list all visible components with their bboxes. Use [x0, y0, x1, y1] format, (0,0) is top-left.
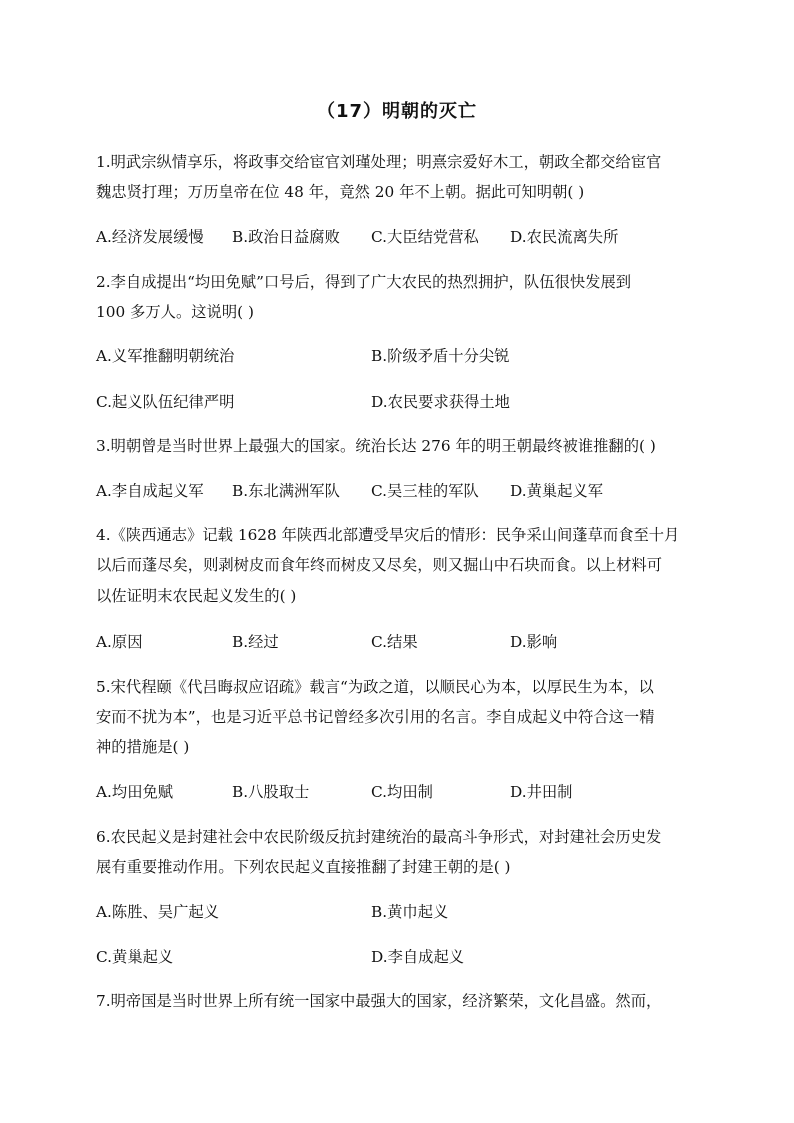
question-4-option-b: B.经过 [232, 633, 279, 651]
question-1-option-d: D.农民流离失所 [510, 228, 619, 246]
question-2-line-2: 100 多万人。这说明( ) [96, 303, 254, 321]
question-1-option-b: B.政治日益腐败 [232, 228, 340, 246]
question-5-option-a: A.均田免赋 [96, 783, 174, 801]
question-6-option-b: B.黄巾起义 [371, 903, 449, 921]
question-6-option-d: D.李自成起义 [371, 948, 465, 966]
question-5-option-c: C.均田制 [371, 783, 433, 801]
question-3-option-c: C.吴三桂的军队 [371, 482, 479, 500]
question-1-option-a: A.经济发展缓慢 [96, 228, 204, 246]
question-6-line-2: 展有重要推动作用。下列农民起义直接推翻了封建王朝的是( ) [96, 858, 511, 876]
question-7-line-1: 7.明帝国是当时世界上所有统一国家中最强大的国家，经济繁荣，文化昌盛。然而， [96, 992, 662, 1010]
question-1-line-2: 魏忠贤打理；万历皇帝在位 48 年，竟然 20 年不上朝。据此可知明朝( ) [96, 183, 585, 201]
question-6-line-1: 6.农民起义是封建社会中农民阶级反抗封建统治的最高斗争形式，对封建社会历史发 [96, 828, 662, 846]
question-4-option-d: D.影响 [510, 633, 558, 651]
question-2-option-d: D.农民要求获得土地 [371, 393, 510, 411]
question-2-option-b: B.阶级矛盾十分尖锐 [371, 347, 510, 365]
question-3-line-1: 3.明朝曾是当时世界上最强大的国家。统治长达 276 年的明王朝最终被谁推翻的( ) [96, 437, 656, 455]
question-3-option-d: D.黄巢起义军 [510, 482, 604, 500]
question-4-option-a: A.原因 [96, 633, 143, 651]
question-4-line-3: 以佐证明末农民起义发生的( ) [96, 587, 297, 605]
question-6-option-c: C.黄巢起义 [96, 948, 174, 966]
question-5-line-1: 5.宋代程颐《代吕晦叔应诏疏》载言“为政之道，以顺民心为本，以厚民生为本，以 [96, 678, 654, 696]
question-2-option-c: C.起义队伍纪律严明 [96, 393, 235, 411]
question-4-option-c: C.结果 [371, 633, 418, 651]
page-title: （17）明朝的灭亡 [316, 101, 478, 122]
question-3-option-a: A.李自成起义军 [96, 482, 204, 500]
question-6-option-a: A.陈胜、吴广起义 [96, 903, 219, 921]
question-5-option-b: B.八股取士 [232, 783, 310, 801]
question-4-line-2: 以后而蓬尽矣，则剥树皮而食年终而树皮又尽矣，则又掘山中石块而食。以上材料可 [96, 556, 662, 574]
question-5-line-2: 安而不扰为本”，也是习近平总书记曾经多次引用的名言。李自成起义中符合这一精 [96, 708, 655, 726]
question-3-option-b: B.东北满洲军队 [232, 482, 340, 500]
question-2-option-a: A.义军推翻明朝统治 [96, 347, 235, 365]
question-1-line-1: 1.明武宗纵情享乐，将政事交给宦官刘瑾处理；明熹宗爱好木工，朝政全都交给宦官 [96, 153, 662, 171]
question-1-option-c: C.大臣结党营私 [371, 228, 479, 246]
question-2-line-1: 2.李自成提出“均田免赋”口号后，得到了广大农民的热烈拥护，队伍很快发展到 [96, 273, 632, 291]
question-5-option-d: D.井田制 [510, 783, 573, 801]
question-4-line-1: 4.《陕西通志》记载 1628 年陕西北部遭受旱灾后的情形：民争采山间蓬草而食至十月 [96, 526, 680, 544]
question-5-line-3: 神的措施是( ) [96, 738, 190, 756]
